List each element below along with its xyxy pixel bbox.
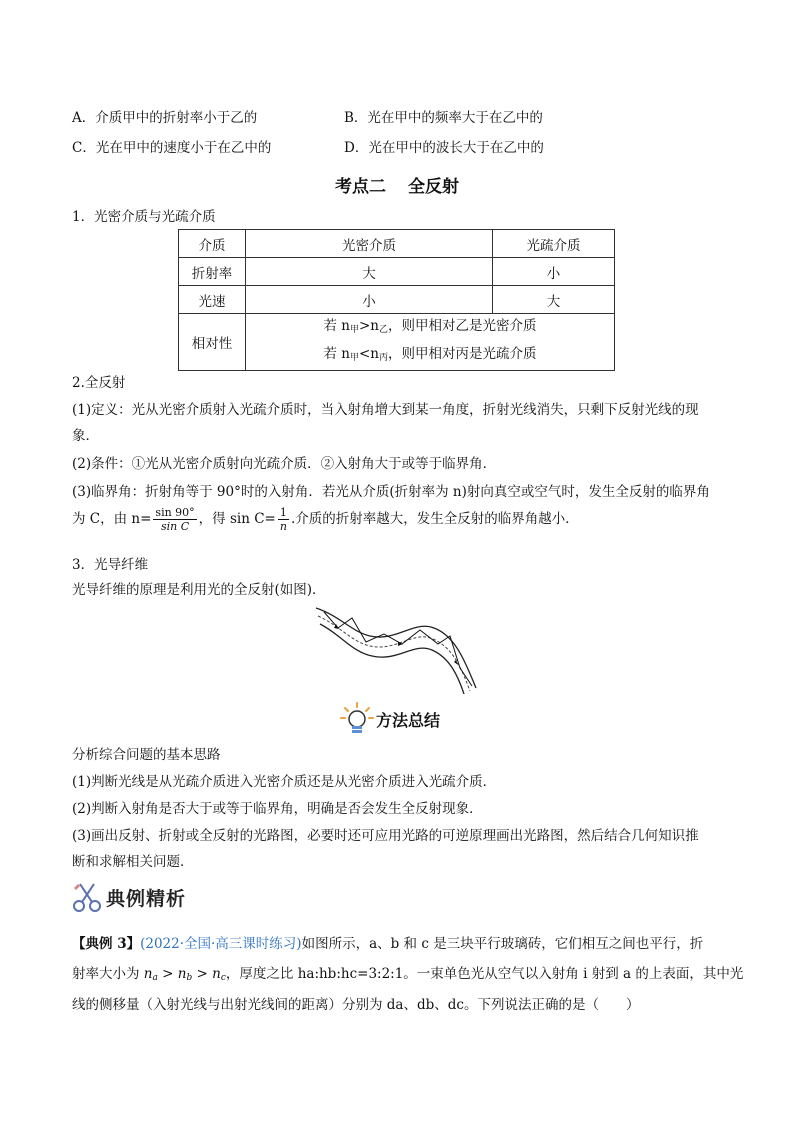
example-tag: 【典例 3】 bbox=[72, 936, 141, 952]
fraction-sin90-sinC: $\frac{\sin 90^\circ}{\text{sin C}}$ bbox=[155, 506, 195, 533]
method-point-3a: (3)画出反射、折射或全反射的光路图，必要时还可应用光路的可逆原理画出光路图，然后结合几何知识推 bbox=[72, 828, 699, 844]
table-cell: 光速 bbox=[179, 286, 246, 314]
s2-def-line2: 象． bbox=[72, 428, 99, 444]
s1-heading: 1．光密介质与光疏介质 bbox=[72, 209, 216, 225]
table-row bbox=[179, 286, 615, 314]
example-source: (2022·全国·高三课时练习) bbox=[140, 936, 302, 952]
table-cell: 大 bbox=[493, 286, 615, 314]
method-summary-header bbox=[340, 702, 440, 736]
relativity-cell bbox=[246, 314, 615, 371]
s2-condition: (2)条件：①光从光密介质射向光疏介质．②入射角大于或等于临界角． bbox=[72, 456, 497, 472]
table-row bbox=[179, 230, 615, 258]
medium-table bbox=[178, 229, 615, 371]
table-header-dense: 光密介质 bbox=[246, 230, 493, 258]
method-point-1: (1)判断光线是从光疏介质进入光密介质还是从光密介质进入光疏介质． bbox=[72, 774, 497, 790]
table-cell: 相对性 bbox=[179, 314, 246, 371]
section-name: 全反射 bbox=[408, 177, 459, 197]
method-summary-label: 方法总结 bbox=[376, 710, 441, 730]
s2-critical-line2: 为 C，由 n= $\frac{\sin 90^\circ}{\text{sin C}}$ ，得 sin C= $\frac{1}{n}$ .介质的折射率越大，发生全反射的临界角越小． bbox=[72, 506, 579, 533]
option-a: A．介质甲中的折射率小于乙的 bbox=[72, 110, 258, 126]
s3-text: 光导纤维的原理是利用光的全反射(如图)． bbox=[72, 582, 326, 598]
section-number: 考点二 bbox=[335, 177, 386, 197]
table-cell: 折射率 bbox=[179, 258, 246, 286]
s2-def-line1: (1)定义：光从光密介质射入光疏介质时，当入射角增大到某一角度，折射光线消失，只剩下反射光线的现 bbox=[72, 402, 699, 418]
example-line-2: 射率大小为 $n_a > n_b > n_c$，厚度之比 ha:hb:hc=3:2:1。一束单色光从空气以入射角 i 射到 a 的上表面，其中光 bbox=[72, 966, 744, 983]
table-header-medium: 介质 bbox=[179, 230, 246, 258]
example-line-1: 【典例 3】(2022·全国·高三课时练习)如图所示，a、b 和 c 是三块平行玻璃砖，它们相互之间也平行，折 bbox=[72, 936, 704, 952]
method-point-2: (2)判断入射角是否大于或等于临界角，明确是否会发生全反射现象． bbox=[72, 801, 483, 817]
example-label: 典例精析 bbox=[106, 887, 187, 910]
fraction-1-n: $\frac{1}{n}$ bbox=[279, 506, 287, 533]
option-b: B．光在甲中的频率大于在乙中的 bbox=[344, 110, 543, 126]
s3-heading: 3．光导纤维 bbox=[72, 557, 149, 573]
table-header-sparse: 光疏介质 bbox=[493, 230, 615, 258]
relativity-line-2: 若 $n_甲<n_丙$，则甲相对丙是光疏介质 bbox=[323, 346, 537, 363]
table-row bbox=[179, 314, 615, 371]
relativity-line-1: 若 $n_甲>n_乙$，则甲相对乙是光密介质 bbox=[323, 318, 537, 335]
scissors-icon bbox=[70, 880, 104, 914]
option-c: C．光在甲中的速度小于在乙中的 bbox=[72, 140, 272, 156]
example-header bbox=[70, 880, 186, 914]
table-row bbox=[179, 258, 615, 286]
s2-critical-line1: (3)临界角：折射角等于 90°时的入射角．若光从介质(折射率为 n)射向真空或空气时，发生全反射的临界角 bbox=[72, 484, 710, 500]
example-line-3: 线的侧移量（入射光线与出射光线间的距离）分别为 da、db、dc。下列说法正确的是（ ） bbox=[72, 997, 640, 1013]
method-point-3b: 断和求解相关问题． bbox=[72, 854, 194, 870]
section-title bbox=[0, 172, 794, 197]
option-d: D．光在甲中的波长大于在乙中的 bbox=[344, 140, 544, 156]
table-cell: 小 bbox=[493, 258, 615, 286]
method-intro: 分析综合问题的基本思路 bbox=[72, 747, 221, 763]
table-cell: 小 bbox=[246, 286, 493, 314]
table-cell: 大 bbox=[246, 258, 493, 286]
optical-fiber-figure bbox=[310, 602, 482, 694]
s2-heading: 2.全反射 bbox=[72, 375, 126, 391]
lightbulb-icon bbox=[340, 702, 374, 736]
